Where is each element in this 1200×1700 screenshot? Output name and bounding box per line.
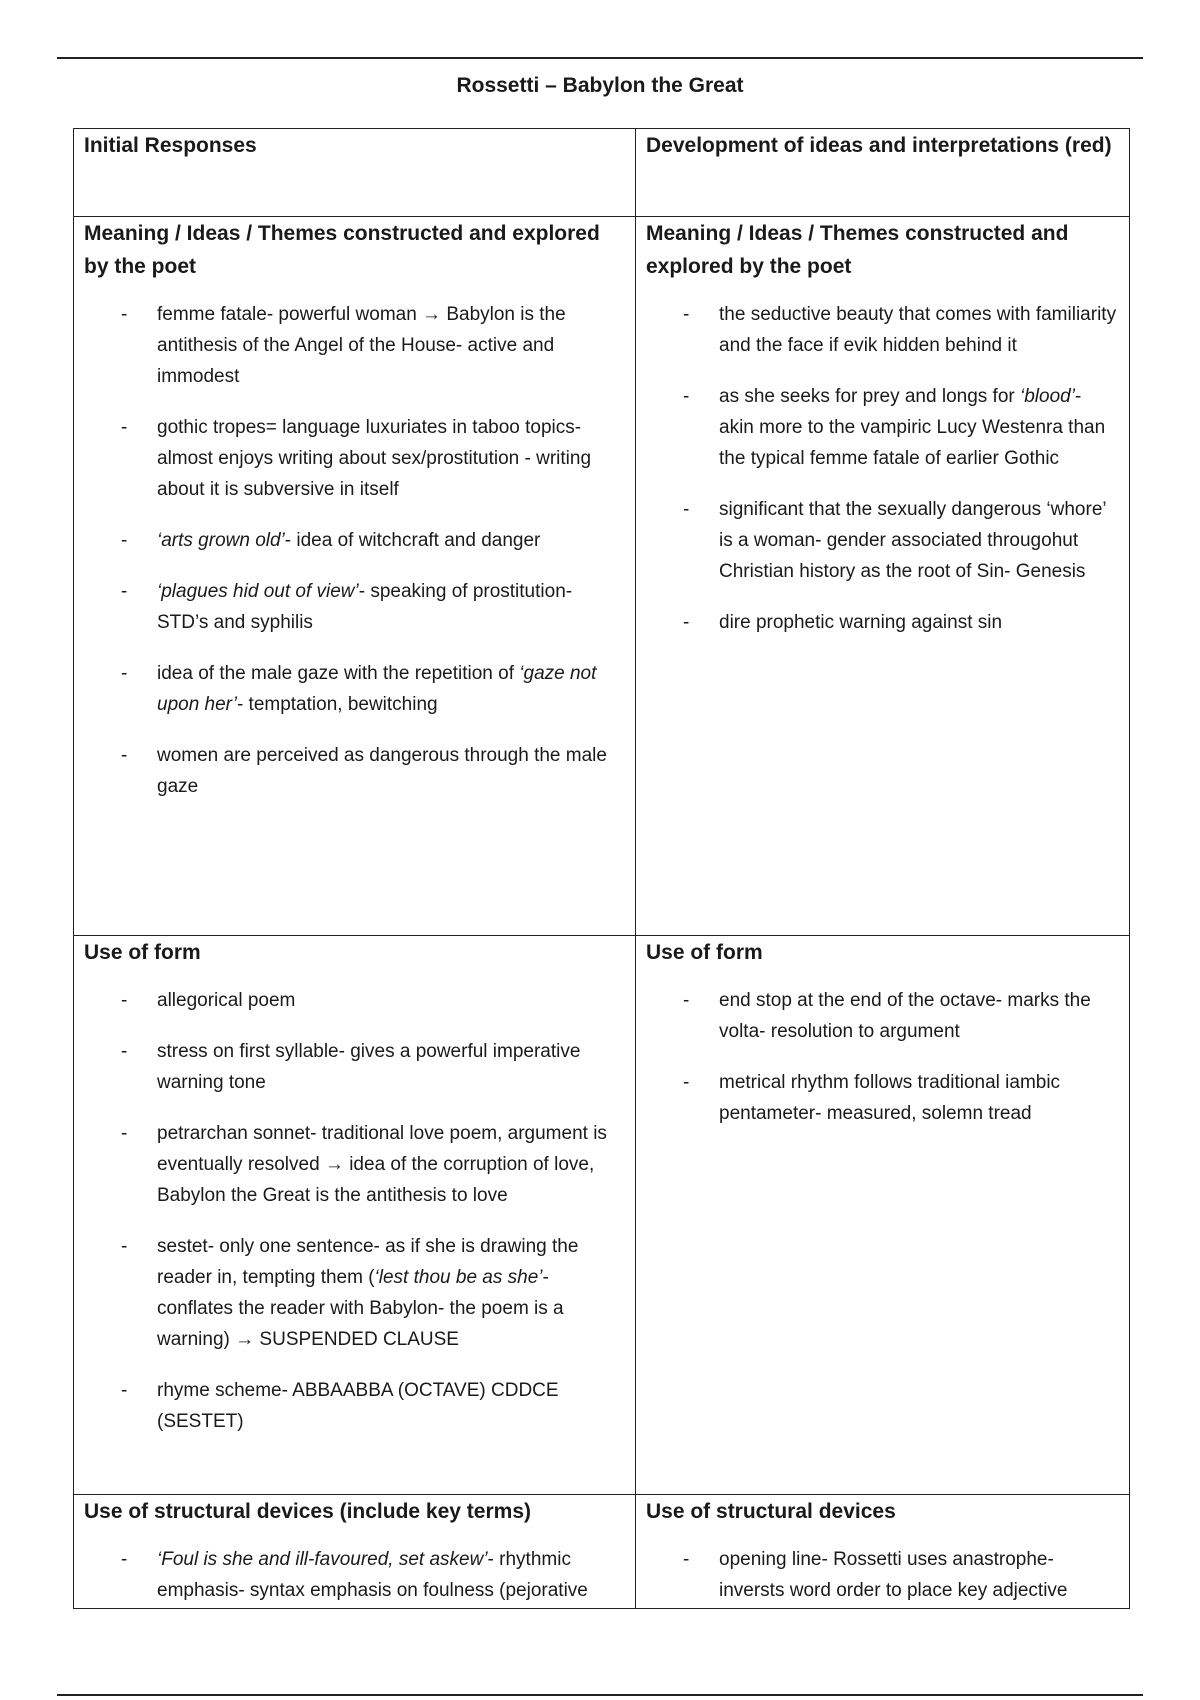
development-heading: Development of ideas and interpretations (red): [646, 134, 1112, 157]
meaning-cell-left: [74, 217, 636, 936]
list-item: - women are perceived as dangerous through the male gaze: [84, 740, 625, 802]
meaning-list-right: [646, 299, 1119, 638]
form-row: [74, 936, 1130, 1495]
list-item: - idea of the male gaze with the repetition of ‘gaze not upon her’- temptation, bewitching: [84, 658, 625, 720]
meaning-row: [74, 217, 1130, 936]
form-list-right: [646, 985, 1119, 1129]
quote: ‘Foul is she and ill-favoured, set askew’: [157, 1549, 488, 1570]
bottom-rule: [57, 1694, 1143, 1696]
list-item: - ‘Foul is she and ill-favoured, set askew’- rhythmic emphasis- syntax emphasis on foulness (pejorative: [84, 1544, 625, 1606]
list-item: - allegorical poem: [84, 985, 625, 1016]
form-list-left: [84, 985, 625, 1437]
quote: ‘arts grown old’: [157, 530, 285, 551]
quote: ‘plagues hid out of view’: [157, 581, 359, 602]
list-item: - metrical rhythm follows traditional iambic pentameter- measured, solemn tread: [646, 1067, 1119, 1129]
header-row: [74, 129, 1130, 217]
top-rule: [57, 57, 1143, 59]
structure-heading-right: Use of structural devices: [646, 1500, 896, 1523]
list-item: - gothic tropes= language luxuriates in taboo topics- almost enjoys writing about sex/prostitution - writing about it is subversive in itself: [84, 412, 625, 505]
list-item: - stress on first syllable- gives a powerful imperative warning tone: [84, 1036, 625, 1098]
list-item: - significant that the sexually dangerous ‘whore’ is a woman- gender associated througohut Christian history as the root of Sin- Genesis: [646, 494, 1119, 587]
form-cell-right: [636, 936, 1130, 1495]
header-cell-initial: [74, 129, 636, 217]
structure-cell-right: [636, 1495, 1130, 1609]
meaning-heading-right: Meaning / Ideas / Themes constructed and explored by the poet: [646, 222, 1069, 278]
list-item: - rhyme scheme- ABBAABBA (OCTAVE) CDDCE (SESTET): [84, 1375, 625, 1437]
quote: ‘blood’: [1020, 386, 1075, 407]
list-item: - ‘plagues hid out of view’- speaking of prostitution- STD’s and syphilis: [84, 576, 625, 638]
quote: ‘gaze not upon her’: [157, 663, 597, 715]
structure-list-left: [84, 1544, 625, 1606]
structure-list-right: [646, 1544, 1119, 1606]
structure-row: [74, 1495, 1130, 1609]
list-item: - the seductive beauty that comes with familiarity and the face if evik hidden behind it: [646, 299, 1119, 361]
form-cell-left: [74, 936, 636, 1495]
list-item: - as she seeks for prey and longs for ‘blood’- akin more to the vampiric Lucy Westenra than the typical femme fatale of earlier Gothic: [646, 381, 1119, 474]
list-item: - dire prophetic warning against sin: [646, 607, 1119, 638]
structure-heading-left: Use of structural devices (include key terms): [84, 1500, 531, 1523]
form-heading-left: Use of form: [84, 941, 201, 964]
list-item: - sestet- only one sentence- as if she is drawing the reader in, tempting them (‘lest thou be as she’- conflates the reader with Babylon- the poem is a warning) → SUSPENDED CLAUSE: [84, 1231, 625, 1355]
list-item: - end stop at the end of the octave- marks the volta- resolution to argument: [646, 985, 1119, 1047]
meaning-cell-right: [636, 217, 1130, 936]
form-heading-right: Use of form: [646, 941, 763, 964]
structure-cell-left: [74, 1495, 636, 1609]
list-item: - femme fatale- powerful woman → Babylon is the antithesis of the Angel of the House- active and immodest: [84, 299, 625, 392]
quote: ‘lest thou be as she’: [374, 1267, 543, 1288]
list-item: - petrarchan sonnet- traditional love poem, argument is eventually resolved → idea of the corruption of love, Babylon the Great is the antithesis to love: [84, 1118, 625, 1211]
header-cell-development: [636, 129, 1130, 217]
notes-table: [73, 128, 1130, 1609]
initial-responses-heading: Initial Responses: [84, 134, 257, 157]
meaning-heading-left: Meaning / Ideas / Themes constructed and explored by the poet: [84, 222, 600, 278]
list-item: - ‘arts grown old’- idea of witchcraft and danger: [84, 525, 625, 556]
list-item: - opening line- Rossetti uses anastrophe- inversts word order to place key adjective: [646, 1544, 1119, 1606]
page-title: Rossetti – Babylon the Great: [456, 74, 744, 97]
meaning-list-left: [84, 299, 625, 802]
